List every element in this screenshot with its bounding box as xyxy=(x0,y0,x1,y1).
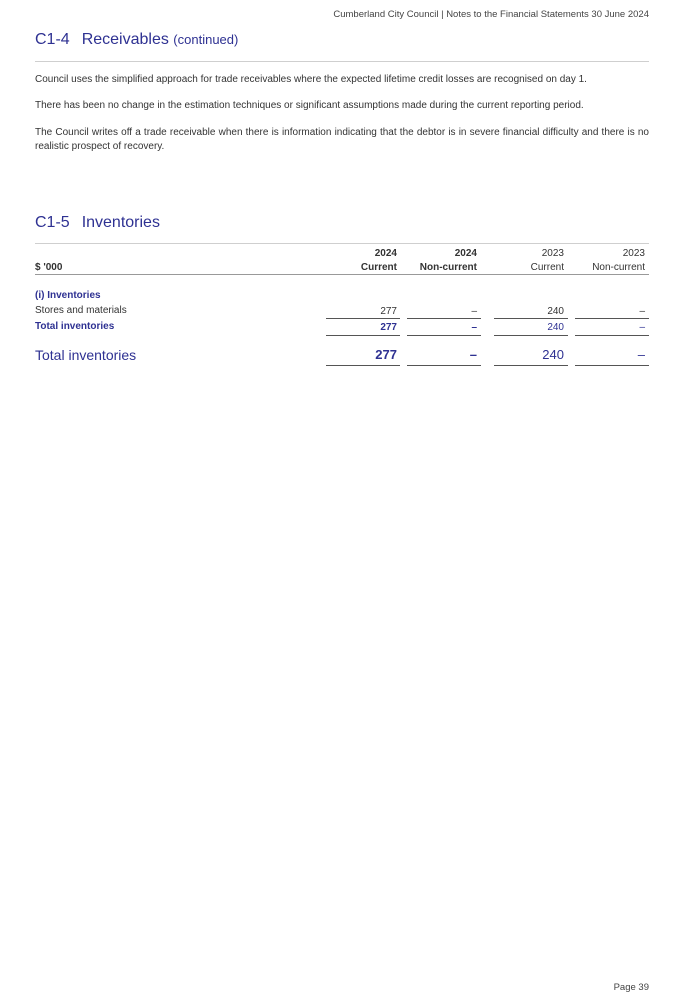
total-rule xyxy=(407,365,481,366)
grand-total-value: 240 xyxy=(542,347,564,362)
cell-value: – xyxy=(639,306,645,317)
cell-value: 240 xyxy=(547,306,564,317)
cell-value: 240 xyxy=(547,322,564,333)
paragraph: There has been no change in the estimation techniques or significant assumptions made during the current reporting period. xyxy=(35,100,584,111)
table-subheading: (i) Inventories xyxy=(35,290,101,301)
section-number: C1-4 xyxy=(35,31,70,48)
header-rule xyxy=(35,274,649,275)
column-year: 2024 xyxy=(374,248,397,259)
row-label: Stores and materials xyxy=(35,305,127,316)
sum-rule xyxy=(407,335,481,336)
total-rule xyxy=(326,365,400,366)
total-rule xyxy=(575,365,649,366)
paragraph: The Council writes off a trade receivable when there is information indicating that the debtor is in severe financial difficulty and there is no realistic prospect of recovery. xyxy=(35,127,649,152)
section-title-inventories xyxy=(35,214,160,232)
column-year: 2023 xyxy=(622,248,645,259)
cell-value: – xyxy=(639,322,645,333)
cell-value: 277 xyxy=(380,306,397,317)
cell-value: 277 xyxy=(380,322,397,333)
sum-rule xyxy=(575,335,649,336)
row-label: Total inventories xyxy=(35,321,115,332)
sum-rule xyxy=(494,318,568,319)
sum-rule xyxy=(407,318,481,319)
grand-total-label: Total inventories xyxy=(35,347,137,363)
column-type: Current xyxy=(530,262,564,273)
continued-label: (continued) xyxy=(173,32,239,47)
total-rule xyxy=(494,365,568,366)
paragraph: Council uses the simplified approach for trade receivables where the expected lifetime credit losses are recognised on day 1. xyxy=(35,74,587,85)
sum-rule xyxy=(494,335,568,336)
page-number: Page 39 xyxy=(613,982,649,993)
grand-total-value: 277 xyxy=(375,347,397,362)
cell-value: – xyxy=(471,322,477,333)
section-number: C1-5 xyxy=(35,214,70,231)
section-rule xyxy=(35,243,649,244)
sum-rule xyxy=(326,318,400,319)
sum-rule xyxy=(326,335,400,336)
section-title-receivables xyxy=(35,31,238,49)
column-type: Current xyxy=(360,262,397,273)
section-name: Receivables xyxy=(81,31,169,48)
section-rule xyxy=(35,61,649,62)
section-name: Inventories xyxy=(81,214,160,231)
sum-rule xyxy=(575,318,649,319)
grand-total-value: – xyxy=(469,347,477,362)
page-header: Cumberland City Council | Notes to the Financial Statements 30 June 2024 xyxy=(333,9,649,20)
column-type: Non-current xyxy=(419,262,477,273)
column-year: 2023 xyxy=(541,248,564,259)
column-year: 2024 xyxy=(454,248,477,259)
cell-value: – xyxy=(471,306,477,317)
unit-label: $ '000 xyxy=(35,262,63,273)
grand-total-value: – xyxy=(637,347,645,362)
column-type: Non-current xyxy=(592,262,645,273)
